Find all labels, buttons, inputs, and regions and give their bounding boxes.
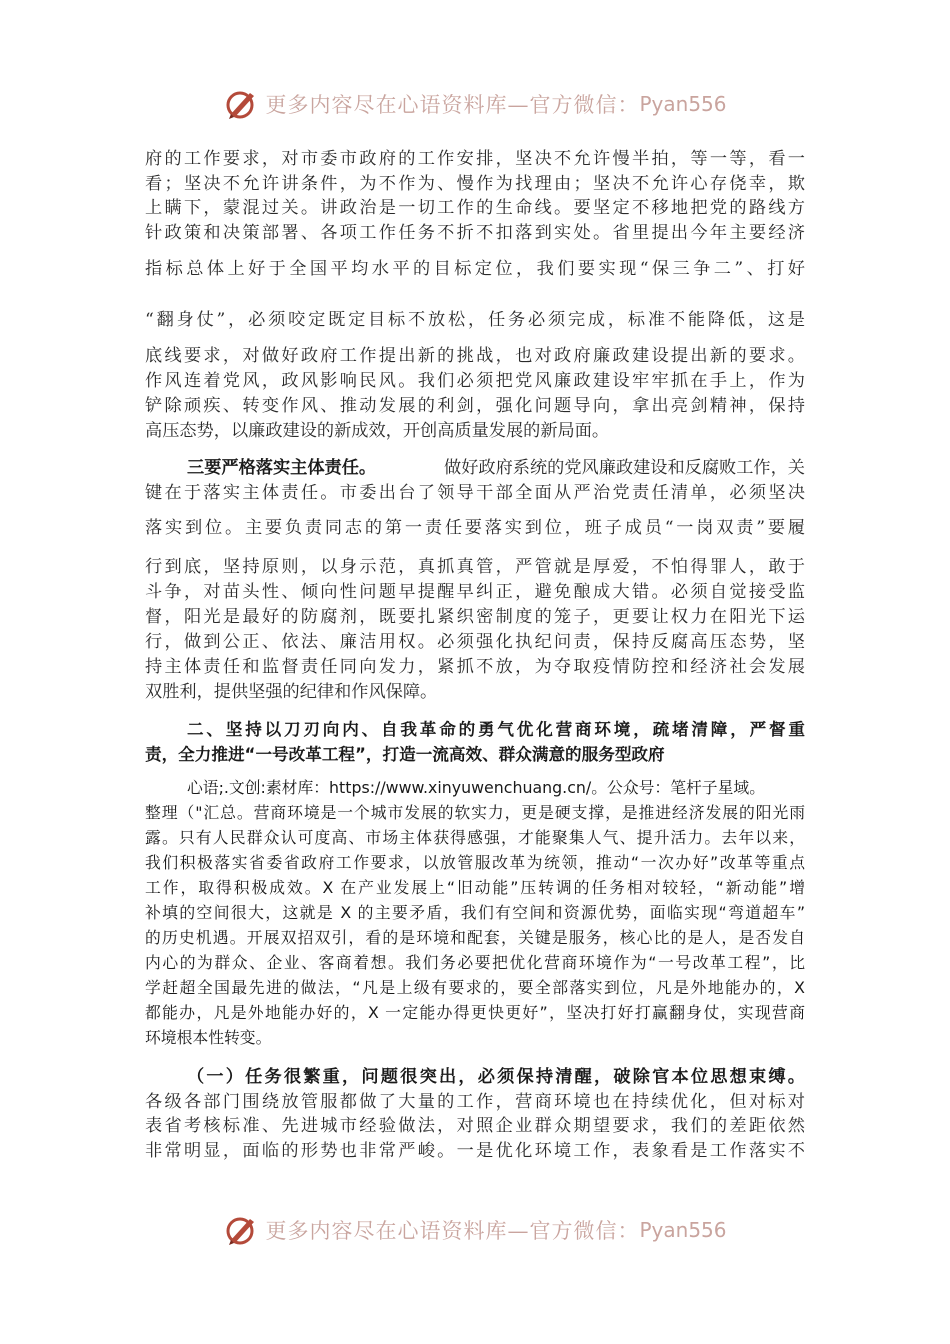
text-line: “翻身仗”，必须咬定既定目标不放松，任务必须完成，标准不能降低，这是 xyxy=(145,310,805,330)
pen-logo-icon xyxy=(223,1212,259,1248)
text-line: 双胜利，提供坚强的纪律和作风保障。 xyxy=(145,682,438,702)
text-line: 行，做到公正、依法、廉洁用权。必须强化执纪问责，保持反腐高压态势，坚 xyxy=(145,632,805,652)
text-line: 上瞒下，蒙混过关。讲政治是一切工作的生命线。要坚定不移地把党的路线方 xyxy=(145,198,805,218)
text-line: 各级各部门围绕放管服都做了大量的工作，营商环境也在持续优化，但对标对 xyxy=(145,1092,805,1112)
banner-wechat-id: Pyan556 xyxy=(639,1218,727,1242)
text-line: 府的工作要求，对市委市政府的工作安排，坚决不允许慢半拍，等一等，看一 xyxy=(145,149,805,169)
lead-rest: 做好政府系统的党风廉政建设和反腐败工作，关 xyxy=(444,458,805,478)
bold-lead: 三要严格落实主体责任。 xyxy=(187,458,377,478)
text-line: 斗争，对苗头性、倾向性问题早提醒早纠正，避免酿成大错。必须自觉接受监 xyxy=(145,582,805,602)
banner-wechat-id: Pyan556 xyxy=(639,92,727,116)
text-line: 铲除顽疾、转变作风、推动发展的利剑，强化问题导向，拿出亮剑精神，保持 xyxy=(145,396,805,416)
text-line: 表省考核标准、先进城市经验做法，对照企业群众期望要求，我们的差距依然 xyxy=(145,1116,805,1136)
text-line: 心语;.文创:素材库：https://www.xinyuwenchuang.cn/。公众号：笔杆子星域。 xyxy=(187,778,765,797)
bold-lead: （一）任务很繁重，问题很突出，必须保持清醒，破除官本位思想束缚。 xyxy=(187,1067,805,1087)
text-line: 学赶超全国最先进的做法，“凡是上级有要求的，要全部落实到位，凡是外地能办的，X xyxy=(145,978,805,997)
text-line: 补填的空间很大，这就是 X 的主要矛盾，我们有空间和资源优势，面临实现“弯道超车” xyxy=(145,903,805,922)
heading-line: 责，全力推进“一号改革工程”，打造一流高效、群众满意的服务型政府 xyxy=(145,745,665,764)
text-line: 非常明显，面临的形势也非常严峻。一是优化环境工作，表象看是工作落实不 xyxy=(145,1141,805,1161)
text-line: 高压态势，以廉政建设的新成效，开创高质量发展的新局面。 xyxy=(145,421,610,441)
text-line xyxy=(187,456,805,480)
header-banner xyxy=(0,84,950,124)
text-line: 露。只有人民群众认可度高、市场主体获得感强，才能聚集人气、提升活力。去年以来， xyxy=(145,828,805,847)
footer-banner xyxy=(0,1210,950,1250)
text-line: 指标总体上好于全国平均水平的目标定位，我们要实现“保三争二”、打好 xyxy=(145,259,805,279)
text-line: 督，阳光是最好的防腐剂，既要扎紧织密制度的笼子，更要让权力在阳光下运 xyxy=(145,607,805,627)
text-line: 持主体责任和监督责任同向发力，紧抓不放，为夺取疫情防控和经济社会发展 xyxy=(145,657,805,677)
text-line: 行到底，坚持原则，以身示范，真抓真管，严管就是厚爱，不怕得罪人，敢于 xyxy=(145,557,805,577)
text-line: 都能办，凡是外地能办好的，X 一定能办得更快更好”，坚决打好打赢翻身仗，实现营商 xyxy=(145,1003,805,1022)
text-line: 针政策和决策部署、各项工作任务不折不扣落到实处。省里提出今年主要经济 xyxy=(145,223,805,243)
text-line: 落实到位。主要负责同志的第一责任要落实到位，班子成员“一岗双责”要履 xyxy=(145,518,805,538)
text-line: 键在于落实主体责任。市委出台了领导干部全面从严治党责任清单，必须坚决 xyxy=(145,483,805,503)
text-line: 整理（"汇总。营商环境是一个城市发展的软实力，更是硬支撑，是推进经济发展的阳光雨 xyxy=(145,803,805,822)
text-line: 内心的为群众、企业、客商着想。我们务必要把优化营商环境作为“一号改革工程”，比 xyxy=(145,953,805,972)
banner-text: 更多内容尽在心语资料库—官方微信： xyxy=(265,93,640,117)
text-line: 我们积极落实省委省政府工作要求，以放管服改革为统领，推动“一次办好”改革等重点 xyxy=(145,853,805,872)
text-line: 的历史机遇。开展双招双引，看的是环境和配套，关键是服务，核心比的是人，是否发自 xyxy=(145,928,805,947)
heading-line: 二、坚持以刀刃向内、自我革命的勇气优化营商环境，疏堵清障，严督重 xyxy=(187,720,805,739)
text-line: 底线要求，对做好政府工作提出新的挑战，也对政府廉政建设提出新的要求。 xyxy=(145,346,805,366)
pen-logo-icon xyxy=(223,86,259,122)
text-line: 作风连着党风，政风影响民风。我们必须把党风廉政建设牢牢抓在手上，作为 xyxy=(145,371,805,391)
text-line: 工作，取得积极成效。X 在产业发展上“旧动能”压转调的任务相对较轻，“新动能”增 xyxy=(145,878,805,897)
text-line: 环境根本性转变。 xyxy=(145,1028,272,1047)
text-line: 看；坚决不允许讲条件，为不作为、慢作为找理由；坚决不允许心存侥幸，欺 xyxy=(145,174,805,194)
banner-text: 更多内容尽在心语资料库—官方微信： xyxy=(265,1219,640,1243)
